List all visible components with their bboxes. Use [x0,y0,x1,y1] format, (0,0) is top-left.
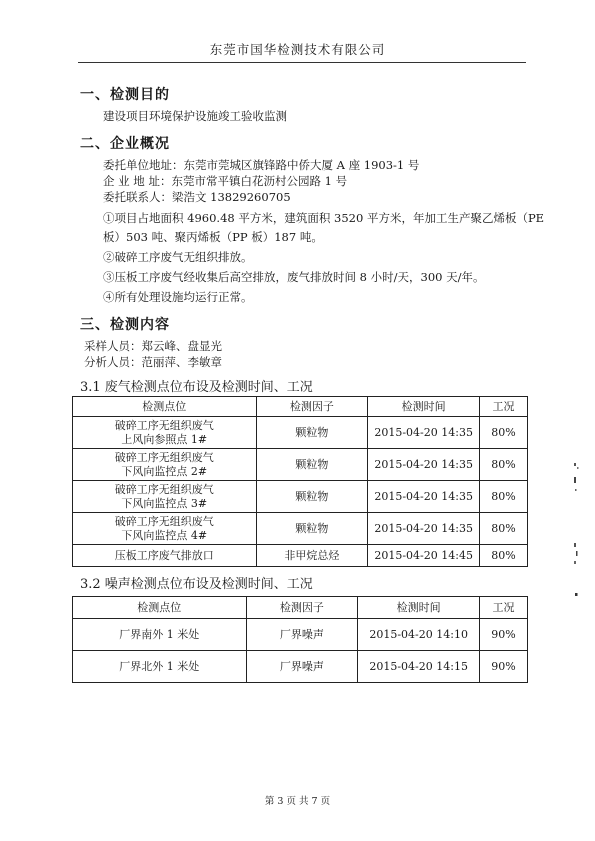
point-cell [73,449,257,481]
condition-cell: 80% [480,417,528,449]
point-line1: 破碎工序无组织废气 [114,482,214,496]
factor-cell: 厂界噪声 [246,651,358,683]
point-line2: 下风向监控点 4# [121,528,208,542]
header-point: 检测点位 [73,597,247,619]
header-factor: 检测因子 [246,597,358,619]
time-cell: 2015-04-20 14:10 [358,619,480,651]
point-line2: 上风向参照点 1# [121,432,208,446]
point-cell: 压板工序废气排放口 [73,545,257,567]
table-header-row [73,597,528,619]
header-time: 检测时间 [368,397,480,417]
point-cell [73,513,257,545]
factor-cell: 厂界噪声 [246,619,358,651]
point-cell [73,417,257,449]
header-condition: 工况 [480,597,528,619]
overview-item-3: ③压板工序废气经收集后高空排放，废气排放时间 8 小时/天，300 天/年。 [103,270,485,284]
section1-heading: 一、检测目的 [80,87,170,103]
time-cell: 2015-04-20 14:45 [368,545,480,567]
table-row [73,417,528,449]
point-line2: 下风向监控点 2# [121,464,208,478]
samplers: 采样人员：郑云峰、盘显光 [84,339,222,353]
factor-cell: 颗粒物 [256,449,368,481]
table1-title: 3.1 废气检测点位布设及检测时间、工况 [80,380,313,395]
time-cell: 2015-04-20 14:35 [368,481,480,513]
exhaust-gas-table [72,396,528,567]
point-line1: 破碎工序无组织废气 [114,418,214,432]
factor-cell: 颗粒物 [256,417,368,449]
condition-cell: 80% [480,545,528,567]
table-row [73,651,528,683]
time-cell: 2015-04-20 14:35 [368,513,480,545]
factor-cell: 颗粒物 [256,481,368,513]
header-time: 检测时间 [358,597,480,619]
header-point: 检测点位 [73,397,257,417]
overview-item-4: ④所有处理设施均运行正常。 [103,290,253,304]
condition-cell: 80% [480,481,528,513]
table-row [73,513,528,545]
table-row [73,449,528,481]
point-line1: 破碎工序无组织废气 [114,450,214,464]
section2-heading: 二、企业概况 [80,136,170,152]
condition-cell: 80% [480,449,528,481]
condition-cell: 90% [480,619,528,651]
client-address: 委托单位地址：东莞市莞城区旗锋路中侨大厦 A 座 1903-1 号 [103,158,420,172]
scan-margin-marks [568,455,584,605]
condition-cell: 80% [480,513,528,545]
company-address: 企 业 地 址：东莞市常平镇白花沥村公园路 1 号 [103,174,348,188]
table-header-row [73,397,528,417]
factor-cell: 非甲烷总烃 [256,545,368,567]
point-line1: 破碎工序无组织废气 [114,514,214,528]
overview-item-2: ②破碎工序废气无组织排放。 [103,250,253,264]
point-line2: 下风向监控点 3# [121,496,208,510]
table-row [73,545,528,567]
section3-heading: 三、检测内容 [80,317,170,333]
table-row [73,619,528,651]
point-cell: 厂界北外 1 米处 [73,651,247,683]
time-cell: 2015-04-20 14:35 [368,449,480,481]
header-factor: 检测因子 [256,397,368,417]
header-condition: 工况 [480,397,528,417]
point-cell [73,481,257,513]
point-cell: 厂界南外 1 米处 [73,619,247,651]
header-rule [78,62,526,63]
section1-text: 建设项目环境保护设施竣工验收监测 [103,109,287,123]
page-number: 第 3 页 共 7 页 [264,796,331,807]
overview-item-1: ①项目占地面积 4960.48 平方米，建筑面积 3520 平方米，年加工生产聚乙烯板（PE [103,211,545,225]
analysts: 分析人员：范丽萍、李敏章 [84,355,222,369]
factor-cell: 颗粒物 [256,513,368,545]
table-row [73,481,528,513]
contact-person: 委托联系人：梁浩文 13829260705 [103,190,291,204]
company-header: 东莞市国华检测技术有限公司 [209,42,386,57]
time-cell: 2015-04-20 14:15 [358,651,480,683]
noise-table [72,596,528,683]
time-cell: 2015-04-20 14:35 [368,417,480,449]
table2-title: 3.2 噪声检测点位布设及检测时间、工况 [80,577,313,592]
overview-item-1-cont: 板）503 吨、聚丙烯板（PP 板）187 吨。 [103,230,323,244]
condition-cell: 90% [480,651,528,683]
